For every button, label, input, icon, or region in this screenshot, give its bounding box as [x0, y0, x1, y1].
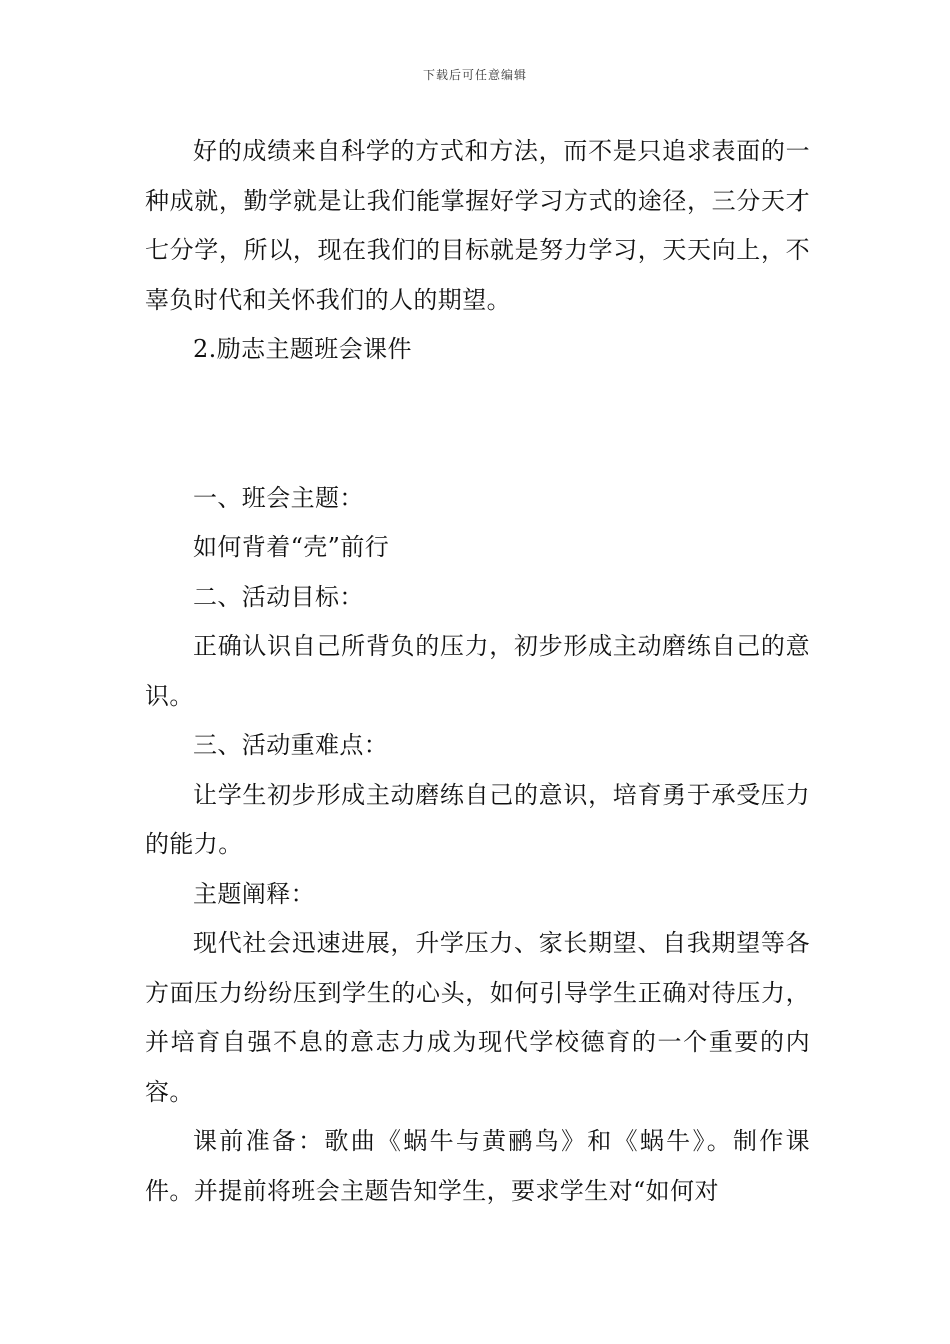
heading-activity-goal: 二、活动目标：	[193, 582, 364, 611]
document-body	[145, 127, 810, 1216]
blank-gap	[145, 375, 810, 474]
paragraph-study-method: 好的成绩来自科学的方式和方法，而不是只追求表面的一种成就，勤学就是让我们能掌握好学习方式的途径，三分天才七分学，所以，现在我们的目标就是努力学习，天天向上，不辜负时代和关怀我们的人的期望。	[145, 137, 810, 314]
paragraph-key-points-text: 让学生初步形成主动磨练自己的意识，培育勇于承受压力的能力。	[145, 780, 810, 858]
paragraph-explanation-text: 现代社会迅速进展，升学压力、家长期望、自我期望等各方面压力纷纷压到学生的心头，如何引导学生正确对待压力，并培育自强不息的意志力成为现代学校德育的一个重要的内容。	[145, 929, 810, 1106]
section-title-class-meeting: 2.励志主题班会课件	[193, 335, 412, 363]
heading-theme-explanation: 主题阐释：	[193, 879, 315, 908]
heading-meeting-theme: 一、班会主题：	[193, 483, 364, 512]
paragraph-theme-text: 如何背着“壳”前行	[193, 533, 390, 561]
heading-key-points: 三、活动重难点：	[193, 731, 389, 759]
paragraph-preparation: 课前准备：歌曲《蜗牛与黄鹂鸟》和《蜗牛》。制作课件。并提前将班会主题告知学生，要求学生对“如何对	[145, 1127, 810, 1205]
paragraph-goal-text: 正确认识自己所背负的压力，初步形成主动磨练自己的意识。	[145, 632, 810, 710]
page-header-note: 下载后可任意编辑	[422, 68, 527, 82]
